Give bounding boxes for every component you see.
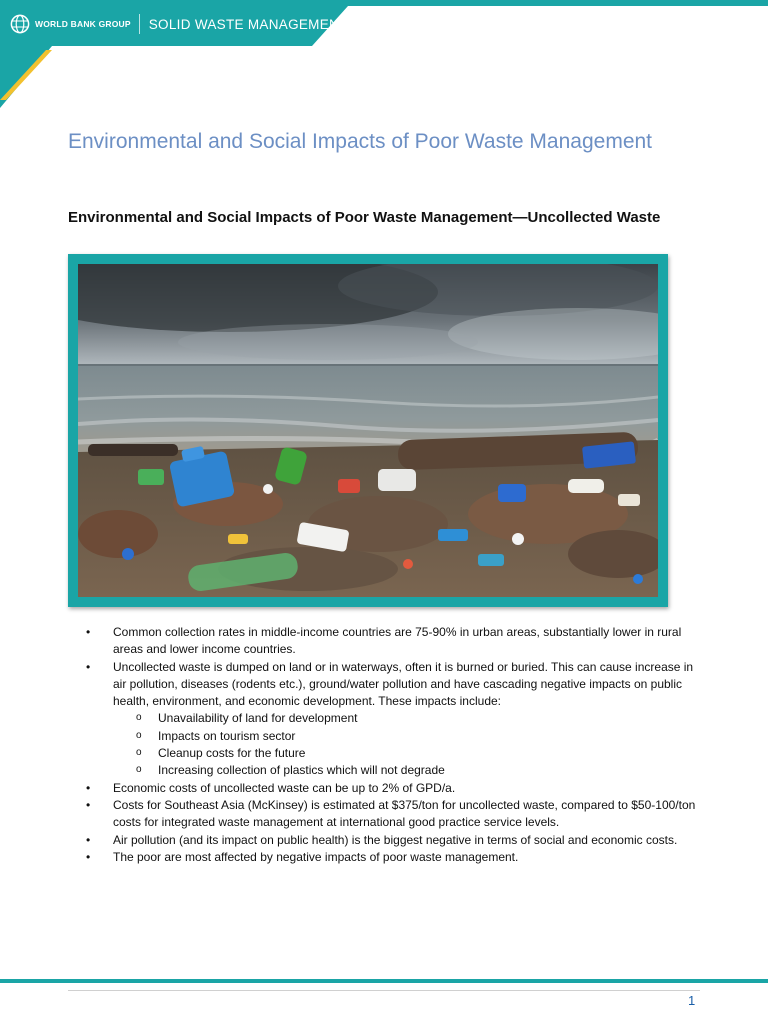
bullet-text: The poor are most affected by negative impacts of poor waste management. <box>113 849 519 864</box>
org-name: WORLD BANK GROUP <box>35 19 131 29</box>
bullet-item <box>86 780 706 797</box>
photo-frame <box>68 254 668 607</box>
bullet-item <box>86 624 706 659</box>
sub-bullet-item: o Unavailability of land for development <box>113 710 706 727</box>
bullet-item <box>86 849 706 866</box>
bullet-item <box>86 659 706 780</box>
sub-bullet-item: o Impacts on tourism sector <box>113 728 706 745</box>
page-title: Environmental and Social Impacts of Poor Waste Management <box>68 130 653 153</box>
bullet-item <box>86 832 706 849</box>
bullet-item <box>86 797 706 832</box>
sub-bullet-item: o Cleanup costs for the future <box>113 745 706 762</box>
section-subtitle: Environmental and Social Impacts of Poor Waste Management—Uncollected Waste <box>68 209 661 226</box>
sub-bullet-item: o Increasing collection of plastics which will not degrade <box>113 762 706 779</box>
bullet-text: Uncollected waste is dumped on land or in waterways, often it is burned or buried. This can cause increase in air pollution, diseases (rodents etc.), ground/water pollution and have cascading negative impacts on public health, environment, and economic development. These impacts include: <box>113 659 694 709</box>
page-number: 1 <box>688 993 696 1008</box>
header-band <box>0 0 768 110</box>
header-branding <box>10 13 348 35</box>
bullet-text: Costs for Southeast Asia (McKinsey) is estimated at $375/ton for uncollected waste, compared to $50-100/ton costs for integrated waste management at international good practice service levels. <box>113 797 696 830</box>
footer-bar <box>0 979 768 983</box>
bullet-text: Economic costs of uncollected waste can be up to 2% of GPD/a. <box>113 780 456 795</box>
header-divider <box>139 14 140 34</box>
impacts-sub-list <box>113 710 706 779</box>
bullet-text: Air pollution (and its impact on public health) is the biggest negative in terms of social and economic costs. <box>113 832 678 847</box>
world-bank-globe-icon <box>10 14 30 34</box>
program-name: SOLID WASTE MANAGEMENT <box>148 16 348 32</box>
beach-waste-photo <box>78 264 658 597</box>
footer-rule <box>68 990 700 991</box>
impacts-bullet-list <box>86 624 706 866</box>
bullet-text: Common collection rates in middle-income countries are 75-90% in urban areas, substantially lower in rural areas and lower income countries. <box>113 625 682 657</box>
